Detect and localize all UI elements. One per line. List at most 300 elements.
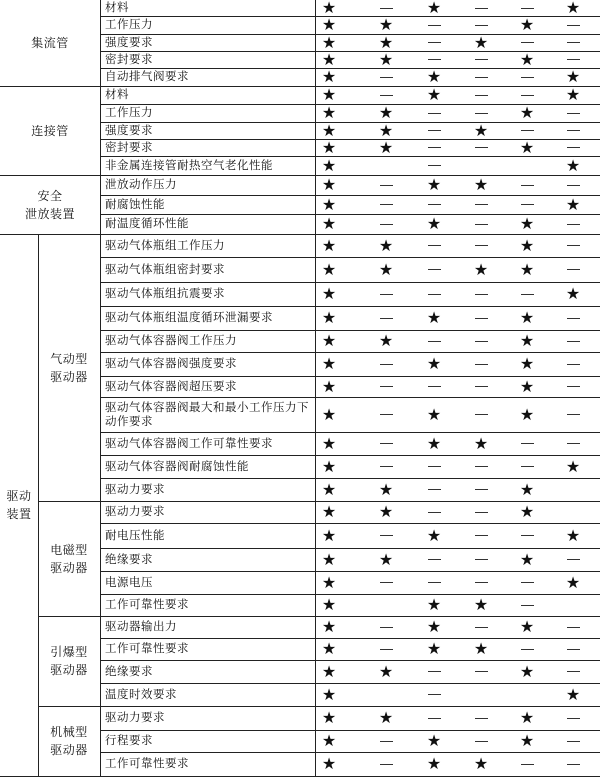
subgroup-label: 气动型 驱动器	[50, 351, 88, 384]
star-icon: ★	[426, 754, 442, 773]
requirement-mark	[363, 234, 409, 257]
requirement-mark	[550, 122, 596, 139]
item-name: 驱动气体瓶组工作压力	[105, 237, 225, 252]
requirement-mark	[458, 330, 504, 352]
star-icon: ★	[519, 16, 535, 34]
requirement-mark	[306, 594, 352, 616]
requirement-mark	[411, 257, 457, 282]
item-name: 耐电压性能	[105, 527, 165, 542]
requirement-mark	[458, 104, 504, 122]
requirement-mark	[550, 501, 596, 523]
requirement-mark	[363, 34, 409, 51]
dash-icon	[567, 42, 580, 43]
dash-icon	[475, 466, 488, 467]
requirement-mark	[363, 730, 409, 752]
dash-icon	[521, 443, 534, 444]
item-name: 材料	[105, 87, 129, 102]
requirement-mark	[458, 16, 504, 34]
dash-icon	[475, 535, 488, 536]
requirement-mark	[306, 616, 352, 638]
dash-icon	[475, 414, 488, 415]
dash-icon	[567, 443, 580, 444]
requirement-mark	[550, 214, 596, 234]
star-icon: ★	[321, 0, 337, 16]
requirement-mark	[504, 683, 550, 706]
column-divider	[38, 234, 39, 776]
star-icon: ★	[519, 104, 535, 122]
requirement-mark	[458, 478, 504, 501]
requirement-mark	[458, 501, 504, 523]
item-name: 驱动气体瓶组密封要求	[105, 261, 225, 276]
requirement-mark	[504, 352, 550, 376]
dash-icon	[567, 649, 580, 650]
star-icon: ★	[321, 331, 337, 350]
star-icon: ★	[565, 68, 581, 86]
requirement-mark	[458, 234, 504, 257]
dash-icon	[475, 8, 488, 9]
requirement-mark	[504, 175, 550, 195]
dash-icon	[380, 364, 393, 365]
dash-icon	[521, 204, 534, 205]
requirement-mark	[411, 616, 457, 638]
star-icon: ★	[321, 259, 337, 279]
requirement-mark	[306, 660, 352, 683]
subgroup-label: 机械型 驱动器	[50, 725, 88, 757]
dash-icon	[428, 341, 441, 342]
dash-icon	[567, 185, 580, 186]
star-icon: ★	[565, 572, 581, 592]
requirement-mark	[411, 139, 457, 156]
star-icon: ★	[565, 195, 581, 214]
requirement-mark	[458, 432, 504, 455]
requirement-mark	[363, 0, 409, 16]
dash-icon	[521, 466, 534, 467]
star-icon: ★	[378, 331, 394, 350]
star-icon: ★	[378, 16, 394, 34]
star-icon: ★	[426, 214, 442, 233]
requirement-mark	[458, 548, 504, 571]
dash-icon	[475, 386, 488, 387]
dash-icon	[475, 512, 488, 513]
column-divider	[315, 0, 316, 776]
item-name: 耐腐蚀性能	[105, 196, 165, 211]
item-name: 行程要求	[105, 733, 153, 748]
star-icon: ★	[519, 502, 535, 521]
item-name: 材料	[105, 0, 129, 15]
requirement-mark	[550, 683, 596, 706]
dash-icon	[428, 204, 441, 205]
requirement-mark	[411, 0, 457, 16]
requirement-mark	[306, 501, 352, 523]
item-name: 驱动气体容器阀强度要求	[105, 356, 237, 371]
star-icon: ★	[321, 595, 337, 614]
requirement-mark	[363, 376, 409, 397]
star-icon: ★	[426, 354, 442, 373]
star-icon: ★	[321, 661, 337, 681]
requirement-mark	[504, 306, 550, 330]
dash-icon	[475, 59, 488, 60]
dash-icon	[567, 627, 580, 628]
dash-icon	[380, 414, 393, 415]
requirement-mark	[363, 257, 409, 282]
star-icon: ★	[473, 639, 489, 658]
dash-icon	[567, 113, 580, 114]
star-icon: ★	[321, 639, 337, 658]
requirement-mark	[550, 195, 596, 214]
dash-icon	[428, 559, 441, 560]
requirement-mark	[363, 104, 409, 122]
requirement-mark	[504, 523, 550, 548]
requirement-mark	[363, 156, 409, 175]
star-icon: ★	[426, 86, 442, 104]
star-icon: ★	[321, 86, 337, 104]
group-label: 连接管	[31, 123, 69, 138]
item-name: 工作压力	[105, 17, 153, 32]
requirement-mark	[306, 730, 352, 752]
dash-icon	[475, 364, 488, 365]
subgroup-label: 电磁型 驱动器	[50, 542, 88, 575]
requirement-mark	[306, 683, 352, 706]
star-icon: ★	[519, 617, 535, 636]
item-name: 驱动力要求	[105, 481, 165, 496]
star-icon: ★	[519, 139, 535, 156]
star-icon: ★	[321, 51, 337, 68]
dash-icon	[567, 414, 580, 415]
requirement-mark	[504, 706, 550, 730]
star-icon: ★	[321, 754, 337, 773]
requirement-mark	[411, 234, 457, 257]
dash-icon	[475, 25, 488, 26]
dash-icon	[567, 741, 580, 742]
requirement-mark	[550, 16, 596, 34]
requirement-mark	[306, 175, 352, 195]
requirement-mark	[504, 68, 550, 86]
requirement-mark	[550, 616, 596, 638]
dash-icon	[475, 671, 488, 672]
requirement-mark	[550, 68, 596, 86]
item-name: 强度要求	[105, 122, 153, 137]
item-name: 绝缘要求	[105, 663, 153, 678]
requirement-mark	[306, 16, 352, 34]
dash-icon	[521, 77, 534, 78]
dash-icon	[475, 718, 488, 719]
requirement-mark	[306, 638, 352, 660]
dash-icon	[521, 8, 534, 9]
requirement-mark	[306, 571, 352, 594]
star-icon: ★	[565, 284, 581, 303]
requirement-mark	[363, 594, 409, 616]
dash-icon	[380, 294, 393, 295]
star-icon: ★	[519, 404, 535, 424]
dash-icon	[475, 95, 488, 96]
requirement-mark	[550, 752, 596, 776]
requirement-mark	[363, 660, 409, 683]
star-icon: ★	[473, 754, 489, 773]
dash-icon	[475, 582, 488, 583]
requirement-mark	[306, 752, 352, 776]
item-name: 耐温度循环性能	[105, 216, 189, 231]
requirement-mark	[504, 257, 550, 282]
requirement-mark	[504, 330, 550, 352]
dash-icon	[567, 269, 580, 270]
star-icon: ★	[565, 0, 581, 16]
dash-icon	[428, 489, 441, 490]
star-icon: ★	[519, 259, 535, 279]
requirement-mark	[306, 432, 352, 455]
requirement-mark	[411, 86, 457, 104]
dash-icon	[521, 42, 534, 43]
requirement-mark	[550, 0, 596, 16]
requirement-mark	[363, 501, 409, 523]
star-icon: ★	[321, 433, 337, 453]
requirement-mark	[458, 122, 504, 139]
requirement-mark	[504, 16, 550, 34]
dash-icon	[521, 294, 534, 295]
requirement-mark	[411, 478, 457, 501]
item-name: 非金属连接管耐热空气老化性能	[105, 157, 273, 172]
requirement-mark	[363, 752, 409, 776]
dash-icon	[521, 535, 534, 536]
dash-icon	[428, 671, 441, 672]
requirement-mark	[411, 34, 457, 51]
requirement-mark	[306, 455, 352, 478]
requirement-mark	[363, 282, 409, 306]
requirement-mark	[504, 397, 550, 432]
requirement-mark	[306, 352, 352, 376]
requirement-mark	[363, 330, 409, 352]
requirement-mark	[363, 523, 409, 548]
requirement-mark	[550, 51, 596, 68]
item-name: 驱动力要求	[105, 504, 165, 519]
requirement-mark	[363, 139, 409, 156]
star-icon: ★	[378, 708, 394, 727]
requirement-mark	[458, 86, 504, 104]
requirement-mark	[458, 397, 504, 432]
dash-icon	[521, 185, 534, 186]
dash-icon	[428, 512, 441, 513]
requirement-mark	[306, 548, 352, 571]
requirement-mark	[306, 706, 352, 730]
requirement-mark	[504, 752, 550, 776]
requirement-mark	[458, 257, 504, 282]
star-icon: ★	[321, 104, 337, 122]
dash-icon	[567, 341, 580, 342]
dash-icon	[428, 269, 441, 270]
dash-icon	[567, 245, 580, 246]
requirement-mark	[550, 330, 596, 352]
requirement-mark	[550, 306, 596, 330]
star-icon: ★	[426, 68, 442, 86]
requirement-mark	[411, 455, 457, 478]
dash-icon	[567, 671, 580, 672]
requirement-mark	[550, 34, 596, 51]
star-icon: ★	[565, 456, 581, 476]
requirement-mark	[504, 86, 550, 104]
star-icon: ★	[321, 404, 337, 424]
dash-icon	[428, 130, 441, 131]
requirement-mark	[411, 594, 457, 616]
dash-icon	[567, 147, 580, 148]
dash-icon	[567, 764, 580, 765]
requirement-mark	[411, 175, 457, 195]
dash-icon	[428, 466, 441, 467]
item-name: 驱动气体瓶组温度循环泄漏要求	[105, 310, 273, 325]
dash-icon	[567, 130, 580, 131]
requirement-mark	[411, 68, 457, 86]
item-name: 工作可靠性要求	[105, 597, 189, 612]
requirement-mark	[504, 594, 550, 616]
requirement-mark	[363, 616, 409, 638]
item-name: 驱动力要求	[105, 710, 165, 725]
dash-icon	[475, 294, 488, 295]
requirement-mark	[411, 706, 457, 730]
dash-icon	[428, 113, 441, 114]
requirement-mark	[411, 376, 457, 397]
dash-icon	[521, 764, 534, 765]
dash-icon	[567, 559, 580, 560]
requirement-mark	[504, 214, 550, 234]
requirement-mark	[306, 34, 352, 51]
requirement-mark	[306, 306, 352, 330]
requirement-mark	[363, 175, 409, 195]
requirement-mark	[306, 376, 352, 397]
item-name: 驱动气体瓶组抗震要求	[105, 286, 225, 301]
requirement-mark	[363, 68, 409, 86]
star-icon: ★	[519, 376, 535, 396]
requirement-mark	[411, 571, 457, 594]
dash-icon	[475, 77, 488, 78]
dash-icon	[475, 245, 488, 246]
requirement-mark	[306, 195, 352, 214]
dash-icon	[380, 466, 393, 467]
requirement-mark	[306, 257, 352, 282]
requirement-mark	[411, 195, 457, 214]
requirement-mark	[306, 156, 352, 175]
star-icon: ★	[321, 156, 337, 175]
requirement-mark	[363, 683, 409, 706]
dash-icon	[475, 741, 488, 742]
subgroup-label: 引爆型 驱动器	[50, 645, 88, 677]
dash-icon	[380, 318, 393, 319]
star-icon: ★	[378, 104, 394, 122]
star-icon: ★	[473, 595, 489, 614]
requirement-mark	[458, 752, 504, 776]
requirement-mark	[363, 706, 409, 730]
star-icon: ★	[426, 595, 442, 614]
star-icon: ★	[426, 731, 442, 750]
requirement-mark	[550, 234, 596, 257]
dash-icon	[567, 25, 580, 26]
requirement-mark	[306, 51, 352, 68]
star-icon: ★	[321, 456, 337, 476]
requirement-mark	[504, 282, 550, 306]
requirement-mark	[411, 51, 457, 68]
requirement-mark	[550, 282, 596, 306]
requirement-mark	[458, 51, 504, 68]
item-name: 工作可靠性要求	[105, 641, 189, 656]
dash-icon	[521, 649, 534, 650]
item-name: 电源电压	[105, 574, 153, 589]
requirement-mark	[411, 638, 457, 660]
star-icon: ★	[321, 68, 337, 86]
requirement-mark	[363, 478, 409, 501]
item-name: 工作可靠性要求	[105, 756, 189, 771]
dash-icon	[380, 535, 393, 536]
requirement-mark	[306, 104, 352, 122]
requirement-mark	[363, 51, 409, 68]
dash-icon	[380, 443, 393, 444]
dash-icon	[380, 582, 393, 583]
requirement-mark	[363, 548, 409, 571]
requirement-mark	[504, 478, 550, 501]
star-icon: ★	[321, 175, 337, 194]
requirement-mark	[504, 660, 550, 683]
requirement-mark	[504, 548, 550, 571]
star-icon: ★	[565, 525, 581, 545]
item-name: 驱动气体容器阀最大和最小工作压力下动作要求	[105, 400, 309, 428]
requirement-mark	[411, 104, 457, 122]
dash-icon	[567, 224, 580, 225]
star-icon: ★	[473, 433, 489, 453]
star-icon: ★	[519, 235, 535, 255]
item-name: 驱动气体容器阀工作可靠性要求	[105, 435, 273, 450]
dash-icon	[475, 113, 488, 114]
dash-icon	[428, 59, 441, 60]
requirement-mark	[411, 214, 457, 234]
item-name: 绝缘要求	[105, 551, 153, 566]
requirement-mark	[550, 730, 596, 752]
requirement-mark	[458, 68, 504, 86]
requirement-mark	[550, 594, 596, 616]
requirement-mark	[458, 34, 504, 51]
dash-icon	[475, 341, 488, 342]
dash-icon	[380, 77, 393, 78]
requirement-mark	[458, 139, 504, 156]
requirement-mark	[458, 523, 504, 548]
requirement-mark	[504, 156, 550, 175]
item-name: 驱动气体容器阀工作压力	[105, 333, 237, 348]
dash-icon	[475, 224, 488, 225]
requirement-mark	[458, 571, 504, 594]
requirement-mark	[306, 234, 352, 257]
item-name: 驱动气体容器阀耐腐蚀性能	[105, 458, 249, 473]
star-icon: ★	[519, 214, 535, 233]
star-icon: ★	[519, 731, 535, 750]
item-name: 自动排气阀要求	[105, 69, 189, 84]
requirement-mark	[550, 139, 596, 156]
dash-icon	[380, 741, 393, 742]
star-icon: ★	[519, 331, 535, 350]
dash-icon	[428, 147, 441, 148]
requirement-mark	[550, 455, 596, 478]
star-icon: ★	[321, 479, 337, 499]
requirement-mark	[411, 282, 457, 306]
requirement-mark	[550, 523, 596, 548]
requirement-mark	[306, 282, 352, 306]
requirement-mark	[306, 214, 352, 234]
requirement-mark	[363, 455, 409, 478]
dash-icon	[380, 764, 393, 765]
requirement-mark	[550, 175, 596, 195]
dash-icon	[567, 364, 580, 365]
dash-icon	[428, 25, 441, 26]
requirement-mark	[363, 86, 409, 104]
dash-icon	[428, 165, 441, 166]
requirement-mark	[504, 376, 550, 397]
item-name: 驱动器输出力	[105, 619, 177, 634]
dash-icon	[567, 718, 580, 719]
requirement-mark	[550, 548, 596, 571]
